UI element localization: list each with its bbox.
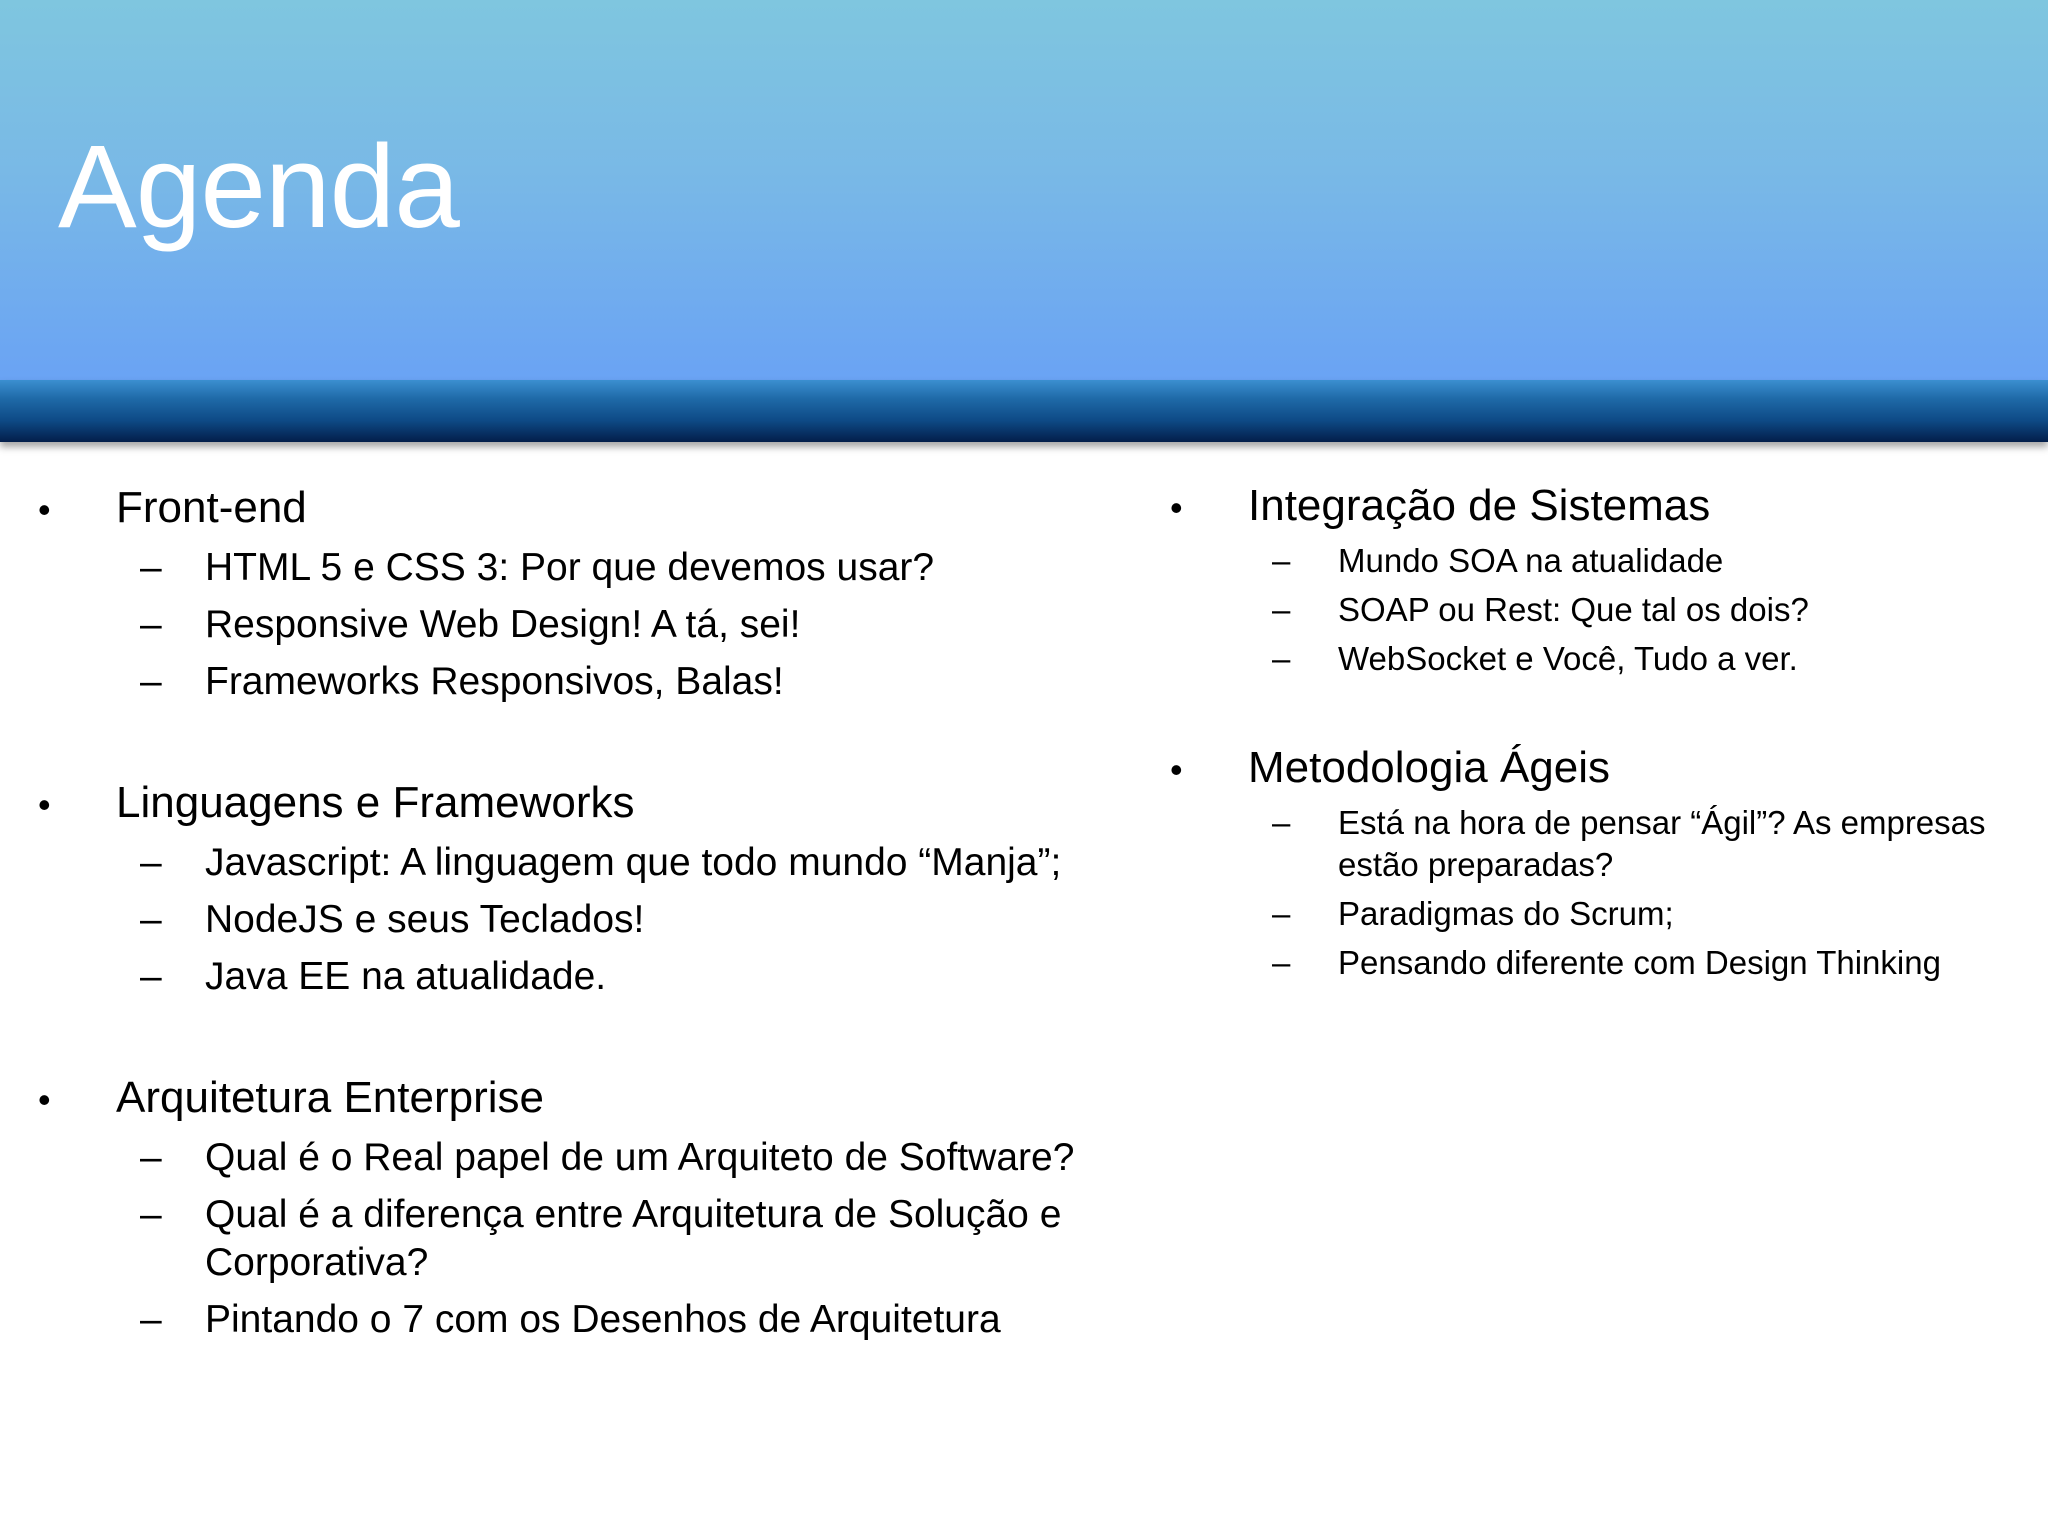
agenda-item-text: Pintando o 7 com os Desenhos de Arquitetura <box>205 1298 1001 1341</box>
dash-icon: – <box>1272 542 1291 579</box>
header-divider-bar <box>0 380 2048 442</box>
agenda-item-text: SOAP ou Rest: Que tal os dois? <box>1338 591 1809 628</box>
agenda-item-text: Java EE na atualidade. <box>205 955 607 998</box>
dash-icon: – <box>140 1298 162 1341</box>
slide-title: Agenda <box>58 121 459 253</box>
dash-icon: – <box>140 1193 162 1236</box>
dash-icon: – <box>1272 591 1291 628</box>
dash-icon: – <box>1272 895 1291 932</box>
bullet-icon: • <box>38 1079 51 1120</box>
bullet-icon: • <box>38 784 51 825</box>
topic-label: Linguagens e Frameworks <box>116 778 635 827</box>
topic-label: Metodologia Ágeis <box>1248 743 1611 792</box>
dash-icon: – <box>140 898 162 941</box>
agenda-item-text: Está na hora de pensar “Ágil”? As empresas estão preparadas? <box>1338 804 1986 883</box>
dash-icon: – <box>140 1136 162 1179</box>
agenda-item-text: Qual é o Real papel de um Arquiteto de Software? <box>205 1136 1075 1179</box>
dash-icon: – <box>1272 804 1291 841</box>
agenda-item-text: Javascript: A linguagem que todo mundo “Manja”; <box>205 841 1062 884</box>
topic-label: Arquitetura Enterprise <box>116 1073 544 1122</box>
dash-icon: – <box>140 955 162 998</box>
bullet-icon: • <box>38 489 51 530</box>
dash-icon: – <box>140 841 162 884</box>
agenda-item-text: WebSocket e Você, Tudo a ver. <box>1338 640 1798 677</box>
dash-icon: – <box>140 546 162 589</box>
header-band <box>0 0 2048 380</box>
agenda-item-text: Frameworks Responsivos, Balas! <box>205 660 784 703</box>
agenda-item-text: Responsive Web Design! A tá, sei! <box>205 603 801 646</box>
agenda-item-text: NodeJS e seus Teclados! <box>205 898 645 941</box>
topic-label: Integração de Sistemas <box>1248 481 1711 530</box>
bullet-icon: • <box>1170 487 1183 528</box>
agenda-item-text: Pensando diferente com Design Thinking <box>1338 944 1941 981</box>
dash-icon: – <box>140 660 162 703</box>
agenda-item-text: Mundo SOA na atualidade <box>1338 542 1724 579</box>
agenda-item-text: Qual é a diferença entre Arquitetura de Solução e Corporativa? <box>205 1193 1062 1284</box>
dash-icon: – <box>1272 944 1291 981</box>
agenda-item-text: HTML 5 e CSS 3: Por que devemos usar? <box>205 546 935 589</box>
dash-icon: – <box>140 603 162 646</box>
agenda-item-text: Paradigmas do Scrum; <box>1338 895 1674 932</box>
topic-label: Front-end <box>116 483 307 532</box>
bullet-icon: • <box>1170 749 1183 790</box>
dash-icon: – <box>1272 640 1291 677</box>
